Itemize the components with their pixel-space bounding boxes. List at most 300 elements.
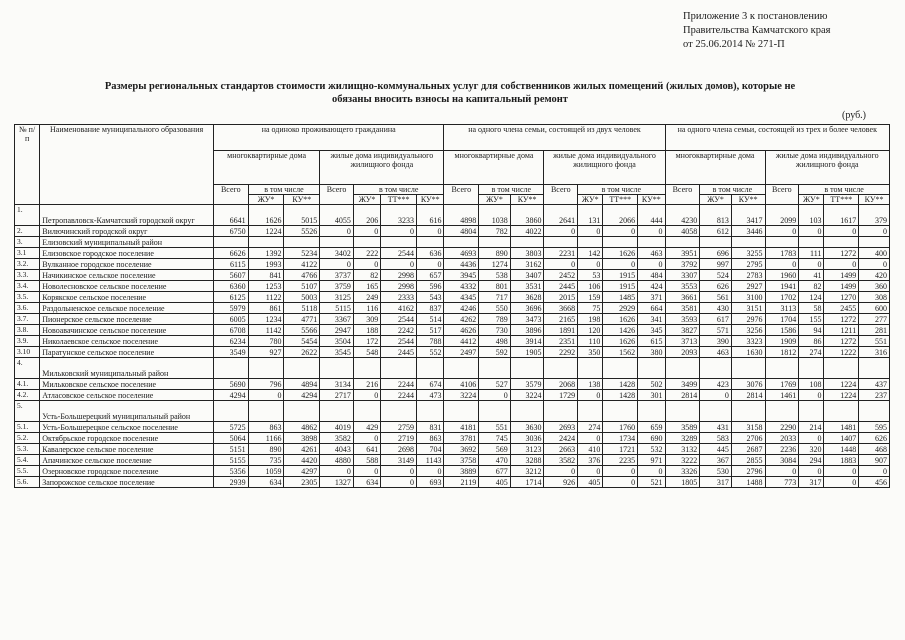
value-cell: [638, 358, 665, 379]
value-cell: 316: [859, 347, 890, 358]
value-cell: 561: [700, 292, 732, 303]
value-cell: 3132: [665, 444, 700, 455]
value-cell: 2093: [665, 347, 700, 358]
value-cell: 58: [799, 303, 824, 314]
col-header-single: на одиноко проживающего гражданина: [213, 125, 444, 151]
col-header-incl: в том числе: [353, 185, 444, 195]
value-cell: 0: [381, 477, 417, 488]
value-cell: 532: [638, 444, 665, 455]
value-cell: 341: [638, 314, 665, 325]
value-cell: 2333: [381, 292, 417, 303]
value-cell: 1448: [824, 444, 859, 455]
value-cell: [444, 237, 479, 248]
value-cell: 2033: [765, 433, 799, 444]
row-number: 3.1: [15, 248, 40, 259]
table-row: [15, 444, 890, 455]
value-cell: 2855: [731, 455, 765, 466]
col-header-total: Всего: [665, 185, 700, 205]
value-cell: 0: [824, 466, 859, 477]
value-cell: 3100: [731, 292, 765, 303]
row-number: 4.1.: [15, 379, 40, 390]
value-cell: [731, 358, 765, 379]
value-cell: 5690: [213, 379, 248, 390]
value-cell: 2544: [381, 336, 417, 347]
col-header-ku: КУ**: [638, 195, 665, 205]
value-cell: [824, 401, 859, 422]
value-cell: [603, 237, 638, 248]
table-row: [15, 433, 890, 444]
value-cell: [444, 358, 479, 379]
row-number: 5.: [15, 401, 40, 422]
value-cell: 634: [353, 477, 380, 488]
value-cell: 5155: [213, 455, 248, 466]
value-cell: 2929: [603, 303, 638, 314]
value-cell: 782: [479, 226, 511, 237]
value-cell: 345: [638, 325, 665, 336]
value-cell: [417, 237, 444, 248]
value-cell: 0: [417, 466, 444, 477]
value-cell: 4261: [284, 444, 320, 455]
value-cell: 1586: [765, 325, 799, 336]
value-cell: 463: [638, 248, 665, 259]
value-cell: 2687: [731, 444, 765, 455]
value-cell: [765, 237, 799, 248]
value-cell: 1993: [248, 259, 284, 270]
value-cell: 569: [479, 444, 511, 455]
value-cell: 677: [479, 466, 511, 477]
value-cell: 997: [700, 259, 732, 270]
value-cell: 3255: [731, 248, 765, 259]
table-row: [15, 237, 890, 248]
value-cell: 0: [799, 433, 824, 444]
value-cell: [381, 358, 417, 379]
value-cell: 2544: [381, 314, 417, 325]
value-cell: [284, 401, 320, 422]
value-cell: 3827: [665, 325, 700, 336]
value-cell: 1783: [765, 248, 799, 259]
value-cell: 2814: [731, 390, 765, 401]
value-cell: 277: [859, 314, 890, 325]
value-cell: 0: [381, 466, 417, 477]
value-cell: 3630: [510, 422, 544, 433]
value-cell: 3889: [444, 466, 479, 477]
col-header-zhu: ЖУ*: [248, 195, 284, 205]
row-number: 1.: [15, 205, 40, 226]
value-cell: 429: [353, 422, 380, 433]
table-row: [15, 347, 890, 358]
row-number: 4.: [15, 358, 40, 379]
value-cell: 2452: [544, 270, 578, 281]
value-cell: 2242: [381, 325, 417, 336]
value-cell: 3076: [731, 379, 765, 390]
value-cell: 2231: [544, 248, 578, 259]
col-header-total: Всего: [544, 185, 578, 205]
value-cell: 301: [638, 390, 665, 401]
value-cell: 4022: [510, 226, 544, 237]
table-row: [15, 336, 890, 347]
value-cell: 1714: [510, 477, 544, 488]
value-cell: 0: [417, 259, 444, 270]
value-cell: [213, 358, 248, 379]
value-cell: 3582: [320, 433, 354, 444]
value-cell: [213, 401, 248, 422]
value-cell: 3158: [731, 422, 765, 433]
value-cell: 1915: [603, 281, 638, 292]
value-cell: 0: [578, 390, 603, 401]
value-cell: 1488: [731, 477, 765, 488]
value-cell: 106: [578, 281, 603, 292]
value-cell: 111: [799, 248, 824, 259]
value-cell: 0: [544, 226, 578, 237]
value-cell: 82: [799, 281, 824, 292]
value-cell: 3036: [510, 433, 544, 444]
table-row: [15, 455, 890, 466]
value-cell: 5151: [213, 444, 248, 455]
value-cell: 6115: [213, 259, 248, 270]
value-cell: 841: [248, 270, 284, 281]
value-cell: 527: [479, 379, 511, 390]
value-cell: 0: [638, 259, 665, 270]
value-cell: 1626: [603, 336, 638, 347]
col-header-zhu: ЖУ*: [700, 195, 732, 205]
value-cell: 0: [638, 226, 665, 237]
value-cell: 4626: [444, 325, 479, 336]
value-cell: [544, 358, 578, 379]
value-cell: 615: [638, 336, 665, 347]
col-header-mkd: многоквартирные дома: [213, 151, 319, 185]
value-cell: 1812: [765, 347, 799, 358]
value-cell: 2497: [444, 347, 479, 358]
value-cell: 1960: [765, 270, 799, 281]
value-cell: 6750: [213, 226, 248, 237]
value-cell: 116: [353, 303, 380, 314]
municipality-name: Елизовский муниципальный район: [40, 237, 214, 248]
row-number: 3.4.: [15, 281, 40, 292]
value-cell: 641: [353, 444, 380, 455]
value-cell: 550: [479, 303, 511, 314]
row-number: 3.5.: [15, 292, 40, 303]
municipality-name: Паратунское сельское поселение: [40, 347, 214, 358]
value-cell: 4122: [284, 259, 320, 270]
value-cell: 813: [700, 205, 732, 226]
value-cell: 188: [353, 325, 380, 336]
value-cell: 2068: [544, 379, 578, 390]
value-cell: 4898: [444, 205, 479, 226]
value-cell: [731, 237, 765, 248]
table-body: [15, 205, 890, 488]
value-cell: 430: [700, 303, 732, 314]
value-cell: 2939: [213, 477, 248, 488]
value-cell: 3212: [510, 466, 544, 477]
value-cell: [799, 401, 824, 422]
value-cell: 2351: [544, 336, 578, 347]
col-header-incl: в том числе: [248, 185, 320, 195]
value-cell: 165: [353, 281, 380, 292]
value-cell: 3581: [665, 303, 700, 314]
municipality-name: Начикинское сельское поселение: [40, 270, 214, 281]
value-cell: 274: [578, 422, 603, 433]
value-cell: 3582: [544, 455, 578, 466]
value-cell: 5725: [213, 422, 248, 433]
value-cell: 3759: [320, 281, 354, 292]
value-cell: 155: [799, 314, 824, 325]
value-cell: 1038: [479, 205, 511, 226]
row-number: 3.7.: [15, 314, 40, 325]
table-row: [15, 358, 890, 379]
col-header-zhu: ЖУ*: [799, 195, 824, 205]
value-cell: 3149: [381, 455, 417, 466]
value-cell: 216: [353, 379, 380, 390]
value-cell: [353, 358, 380, 379]
value-cell: 3407: [510, 270, 544, 281]
value-cell: 1769: [765, 379, 799, 390]
header-note-line: Правительства Камчатского края: [683, 25, 831, 36]
value-cell: 6125: [213, 292, 248, 303]
value-cell: 380: [638, 347, 665, 358]
value-cell: [248, 358, 284, 379]
value-cell: 2455: [824, 303, 859, 314]
table-row: [15, 325, 890, 336]
municipality-name: Корякское сельское поселение: [40, 292, 214, 303]
municipality-name: Атласовское сельское поселение: [40, 390, 214, 401]
table-row: [15, 259, 890, 270]
value-cell: 400: [859, 248, 890, 259]
municipality-name: Раздольненское сельское поселение: [40, 303, 214, 314]
value-cell: 5118: [284, 303, 320, 314]
value-cell: 2998: [381, 281, 417, 292]
value-cell: 674: [417, 379, 444, 390]
row-number: 5.3.: [15, 444, 40, 455]
value-cell: 6708: [213, 325, 248, 336]
value-cell: [638, 237, 665, 248]
value-cell: 1805: [665, 477, 700, 488]
municipality-name: Усть-Большерецкое сельское поселение: [40, 422, 214, 433]
row-number: 3.3.: [15, 270, 40, 281]
value-cell: 796: [248, 379, 284, 390]
value-cell: [665, 237, 700, 248]
value-cell: 0: [417, 226, 444, 237]
value-cell: 3326: [665, 466, 700, 477]
value-cell: 1143: [417, 455, 444, 466]
value-cell: 863: [417, 433, 444, 444]
value-cell: 704: [417, 444, 444, 455]
value-cell: 108: [799, 379, 824, 390]
value-cell: 3499: [665, 379, 700, 390]
value-cell: 1059: [248, 466, 284, 477]
value-cell: 1915: [603, 270, 638, 281]
value-cell: [700, 358, 732, 379]
table-row: [15, 422, 890, 433]
value-cell: 0: [700, 390, 732, 401]
value-cell: 3945: [444, 270, 479, 281]
value-cell: [284, 358, 320, 379]
col-header-incl: в том числе: [799, 185, 890, 195]
value-cell: 360: [859, 281, 890, 292]
row-number: 5.4.: [15, 455, 40, 466]
value-cell: 971: [638, 455, 665, 466]
value-cell: 4294: [213, 390, 248, 401]
municipality-name: Мильковский муниципальный район: [40, 358, 214, 379]
value-cell: 780: [248, 336, 284, 347]
value-cell: 2015: [544, 292, 578, 303]
header-note-line: от 25.06.2014 № 271-П: [683, 39, 785, 50]
value-cell: 1626: [248, 205, 284, 226]
col-header-tt: ТТ***: [824, 195, 859, 205]
value-cell: 0: [353, 390, 380, 401]
value-cell: 86: [799, 336, 824, 347]
value-cell: [353, 237, 380, 248]
municipality-name: Кавалерское сельское поселение: [40, 444, 214, 455]
row-number: 2.: [15, 226, 40, 237]
value-cell: 551: [479, 422, 511, 433]
value-cell: 4332: [444, 281, 479, 292]
value-cell: 1485: [603, 292, 638, 303]
value-cell: 1883: [824, 455, 859, 466]
municipality-name: Запорожское сельское поселение: [40, 477, 214, 488]
value-cell: [603, 401, 638, 422]
value-cell: 1461: [765, 390, 799, 401]
value-cell: 3084: [765, 455, 799, 466]
document-header-note: [683, 10, 831, 52]
value-cell: 0: [544, 466, 578, 477]
value-cell: 4436: [444, 259, 479, 270]
value-cell: 317: [799, 477, 824, 488]
value-cell: 0: [353, 226, 380, 237]
value-cell: 3288: [510, 455, 544, 466]
col-header-incl: в том числе: [578, 185, 665, 195]
value-cell: 4181: [444, 422, 479, 433]
value-cell: 5607: [213, 270, 248, 281]
value-cell: 0: [578, 226, 603, 237]
value-cell: 6360: [213, 281, 248, 292]
value-cell: 617: [700, 314, 732, 325]
value-cell: [700, 401, 732, 422]
value-cell: 1327: [320, 477, 354, 488]
value-cell: [578, 358, 603, 379]
value-cell: 1224: [824, 390, 859, 401]
value-cell: 717: [479, 292, 511, 303]
value-cell: 2719: [381, 433, 417, 444]
value-cell: 214: [799, 422, 824, 433]
col-header-ku: КУ**: [417, 195, 444, 205]
value-cell: 657: [417, 270, 444, 281]
value-cell: 0: [544, 259, 578, 270]
table-row: [15, 281, 890, 292]
value-cell: 2796: [731, 466, 765, 477]
municipality-name: Вилючинский городской округ: [40, 226, 214, 237]
value-cell: 498: [479, 336, 511, 347]
value-cell: 1729: [544, 390, 578, 401]
value-cell: 110: [578, 336, 603, 347]
value-cell: 470: [479, 455, 511, 466]
value-cell: [381, 401, 417, 422]
value-cell: [479, 358, 511, 379]
value-cell: 588: [353, 455, 380, 466]
value-cell: 0: [859, 259, 890, 270]
value-cell: 693: [417, 477, 444, 488]
value-cell: 3531: [510, 281, 544, 292]
value-cell: 0: [824, 226, 859, 237]
value-cell: 636: [417, 248, 444, 259]
value-cell: 3696: [510, 303, 544, 314]
value-cell: 2244: [381, 379, 417, 390]
value-cell: 2622: [284, 347, 320, 358]
row-number: 3.: [15, 237, 40, 248]
table-row: [15, 314, 890, 325]
row-number: 5.1.: [15, 422, 40, 433]
value-cell: 1617: [824, 205, 859, 226]
value-cell: 1428: [603, 390, 638, 401]
value-cell: 4162: [381, 303, 417, 314]
value-cell: 788: [417, 336, 444, 347]
value-cell: 2663: [544, 444, 578, 455]
value-cell: 2641: [544, 205, 578, 226]
value-cell: 0: [765, 466, 799, 477]
value-cell: [510, 401, 544, 422]
row-number: 3.9.: [15, 336, 40, 347]
value-cell: [731, 401, 765, 422]
value-cell: 1166: [248, 433, 284, 444]
value-cell: 484: [638, 270, 665, 281]
value-cell: 0: [603, 477, 638, 488]
value-cell: [700, 237, 732, 248]
value-cell: 890: [479, 248, 511, 259]
value-cell: 3134: [320, 379, 354, 390]
value-cell: [320, 401, 354, 422]
value-cell: 3803: [510, 248, 544, 259]
value-cell: 837: [417, 303, 444, 314]
value-cell: 5566: [284, 325, 320, 336]
value-cell: 1562: [603, 347, 638, 358]
value-cell: 444: [638, 205, 665, 226]
value-cell: [284, 237, 320, 248]
value-cell: 317: [700, 477, 732, 488]
value-cell: 0: [353, 466, 380, 477]
value-cell: 664: [638, 303, 665, 314]
value-cell: 4894: [284, 379, 320, 390]
value-cell: [544, 237, 578, 248]
value-cell: 3289: [665, 433, 700, 444]
value-cell: 3125: [320, 292, 354, 303]
value-cell: 222: [353, 248, 380, 259]
value-cell: 4420: [284, 455, 320, 466]
value-cell: 4297: [284, 466, 320, 477]
unit-label: (руб.): [842, 110, 866, 121]
value-cell: 41: [799, 270, 824, 281]
municipality-name: Озерновское городское поселение: [40, 466, 214, 477]
value-cell: 142: [578, 248, 603, 259]
value-cell: 4019: [320, 422, 354, 433]
col-header-total: Всего: [320, 185, 354, 205]
value-cell: 926: [544, 477, 578, 488]
value-cell: 376: [578, 455, 603, 466]
value-cell: 0: [381, 259, 417, 270]
value-cell: 801: [479, 281, 511, 292]
value-cell: 3367: [320, 314, 354, 325]
value-cell: 237: [859, 390, 890, 401]
row-number: 3.10: [15, 347, 40, 358]
value-cell: 1941: [765, 281, 799, 292]
value-cell: 5003: [284, 292, 320, 303]
value-cell: [665, 401, 700, 422]
value-cell: 2795: [731, 259, 765, 270]
value-cell: 4771: [284, 314, 320, 325]
value-cell: 0: [603, 226, 638, 237]
value-cell: 1734: [603, 433, 638, 444]
value-cell: 2759: [381, 422, 417, 433]
value-cell: 571: [700, 325, 732, 336]
value-cell: [417, 358, 444, 379]
